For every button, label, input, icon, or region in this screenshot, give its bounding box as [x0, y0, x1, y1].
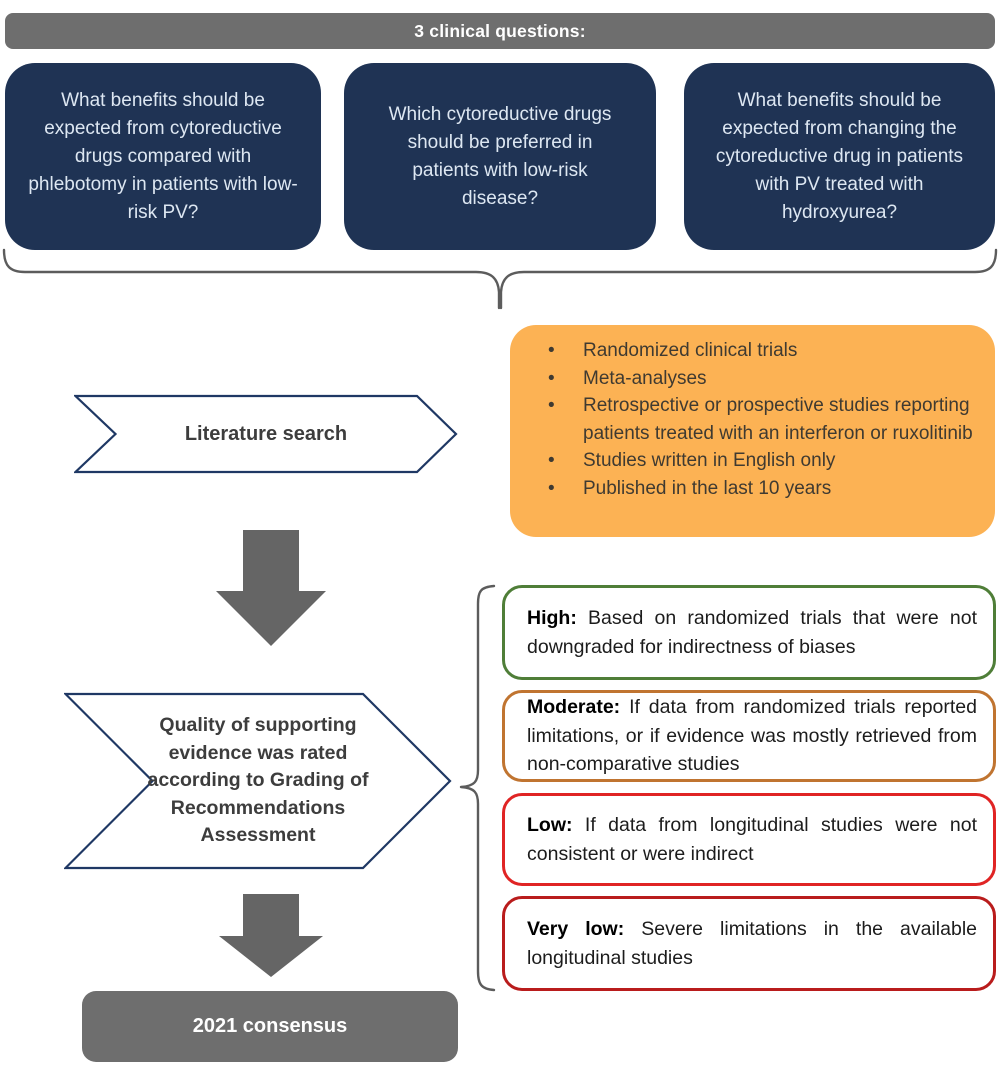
consensus-box	[82, 991, 458, 1062]
literature-search-label: Literature search	[184, 422, 348, 445]
question-text-2: Which cytoreductive drugs should be preferred in patients with low-risk disease?	[388, 103, 612, 209]
question-text-1: What benefits should be expected from cytoreductive drugs compared with phlebotomy in patients with low-risk PV?	[28, 89, 298, 223]
down-arrow-1	[216, 530, 326, 646]
criteria-item: • Retrospective or prospective studies reporting patients treated with an interferon or ruxolitinib	[546, 392, 977, 447]
grade-label: High:	[527, 607, 577, 629]
down-arrow-2	[219, 894, 323, 977]
questions-brace	[4, 250, 996, 308]
grade-box-high	[502, 585, 996, 680]
grade-box-moderate	[502, 690, 996, 782]
grade-label: Very low:	[527, 918, 625, 940]
question-card-1	[5, 63, 321, 250]
criteria-list	[546, 337, 977, 502]
question-text-3: What benefits should be expected from changing the cytoreductive drug in patients with PV treated with hydroxyurea?	[715, 89, 964, 223]
consensus-label: 2021 consensus	[192, 1015, 348, 1037]
grades-brace	[461, 586, 494, 990]
grade-label: Moderate:	[527, 696, 621, 719]
criteria-item: • Studies written in English only	[546, 447, 977, 475]
grade-text: Very low: Severe limitations in the available longitudinal studies	[527, 918, 978, 969]
quality-rating-label: Quality of supporting evidence was rated according to Grading of Recommendations Assessment	[147, 714, 369, 847]
criteria-item: • Meta-analyses	[546, 365, 977, 393]
grade-box-very-low	[502, 896, 996, 991]
criteria-item: • Published in the last 10 years	[546, 475, 977, 503]
quality-rating-step	[64, 692, 452, 870]
question-card-2	[344, 63, 656, 250]
grade-text: High: Based on randomized trials that were not downgraded for indirectness of biases	[527, 607, 978, 658]
question-card-3	[684, 63, 995, 250]
grade-label: Low:	[527, 814, 573, 836]
grade-box-low	[502, 793, 996, 886]
grade-text: Moderate: If data from randomized trials reported limitations, or if evidence was mostly retrieved from non-comparative studies	[527, 696, 977, 776]
criteria-card	[510, 325, 995, 537]
literature-search-step	[74, 394, 458, 474]
header-title: 3 clinical questions:	[414, 20, 586, 41]
header-bar	[5, 13, 995, 49]
criteria-item: • Randomized clinical trials	[546, 337, 977, 365]
grade-text: Low: If data from longitudinal studies were not consistent or were indirect	[527, 814, 977, 865]
